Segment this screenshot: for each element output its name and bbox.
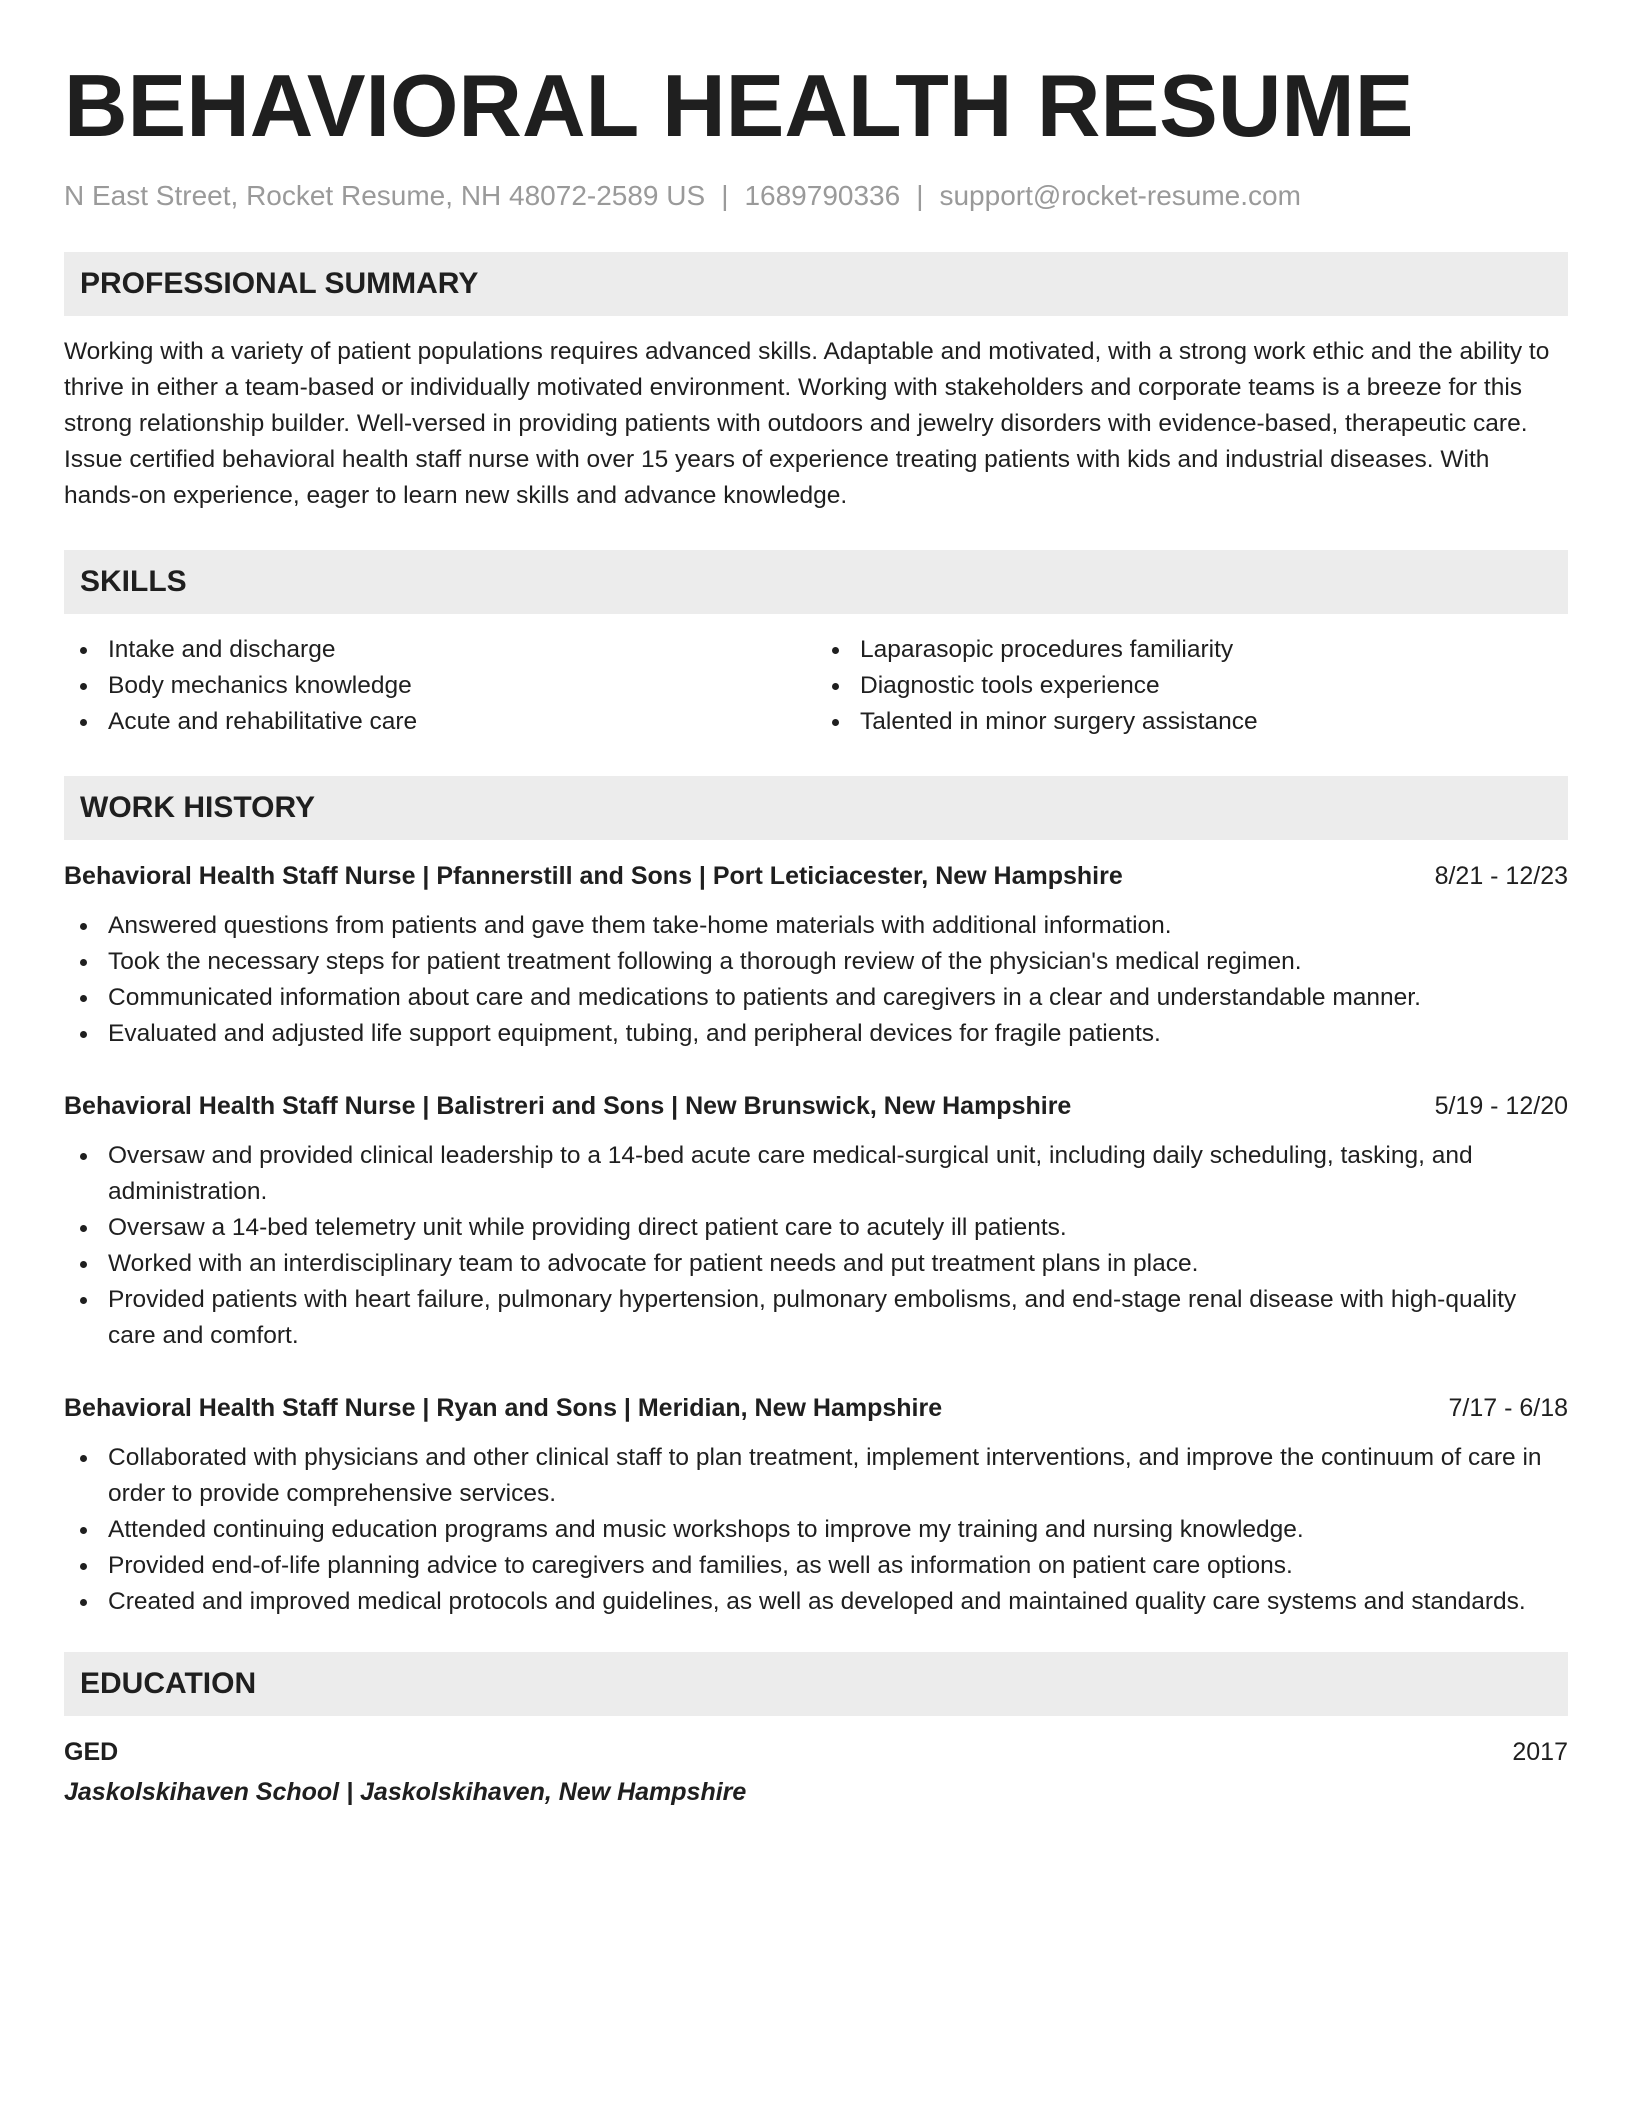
skills-list xyxy=(64,632,1568,740)
section-header-skills: SKILLS xyxy=(64,550,1568,614)
job-header xyxy=(64,858,1568,894)
section-header-education: EDUCATION xyxy=(64,1652,1568,1716)
contact-email: support@rocket-resume.com xyxy=(939,180,1301,211)
job-entry xyxy=(64,1390,1568,1620)
education-school: Jaskolskihaven School | Jaskolskihaven, New Hampshire xyxy=(64,1778,747,1806)
section-header-work-history: WORK HISTORY xyxy=(64,776,1568,840)
summary-text: Working with a variety of patient populations requires advanced skills. Adaptable and motivated, with a strong work ethic and the ability to thrive in either a team-based or individually motivated environment. Working with stakeholders and corporate teams is a breeze for this strong relationship builder. Well-versed in providing patients with outdoors and jewelry disorders with evidence-based, therapeutic care. Issue certified behavioral health staff nurse with over 15 years of experience treating patients with kids and industrial diseases. With hands-on experience, eager to learn new skills and advance knowledge. xyxy=(64,338,1550,509)
job-bullet: Provided end-of-life planning advice to caregivers and families, as well as information on patient care options. xyxy=(64,1548,1568,1584)
job-dates: 5/19 - 12/20 xyxy=(1434,1092,1568,1120)
job-bullet: Answered questions from patients and gave them take-home materials with additional information. xyxy=(64,908,1568,944)
skills-column-left xyxy=(64,632,816,740)
skill-item: Acute and rehabilitative care xyxy=(64,704,816,740)
job-entry xyxy=(64,1088,1568,1354)
skill-item: Intake and discharge xyxy=(64,632,816,668)
contact-address: N East Street, Rocket Resume, NH 48072-2589 US xyxy=(64,180,706,211)
contact-line xyxy=(64,178,1568,214)
job-bullet: Created and improved medical protocols and guidelines, as well as developed and maintained quality care systems and standards. xyxy=(64,1584,1568,1620)
education-entry xyxy=(64,1734,1568,1810)
education-header xyxy=(64,1734,1568,1770)
job-entry xyxy=(64,858,1568,1052)
job-bullet: Collaborated with physicians and other clinical staff to plan treatment, implement interventions, and improve the continuum of care in order to provide comprehensive services. xyxy=(64,1440,1568,1512)
job-bullet: Attended continuing education programs and music workshops to improve my training and nursing knowledge. xyxy=(64,1512,1568,1548)
job-bullets xyxy=(64,908,1568,1052)
section-header-summary: PROFESSIONAL SUMMARY xyxy=(64,252,1568,316)
resume-title: BEHAVIORAL HEALTH RESUME xyxy=(64,56,1414,155)
job-title: Behavioral Health Staff Nurse | Pfannerstill and Sons | Port Leticiacester, New Hampshire xyxy=(64,862,1123,890)
education-degree: GED xyxy=(64,1738,119,1766)
job-header xyxy=(64,1390,1568,1426)
job-header xyxy=(64,1088,1568,1124)
contact-separator: | xyxy=(916,180,924,211)
skills-column-right xyxy=(816,632,1568,740)
job-bullets xyxy=(64,1440,1568,1620)
job-bullet: Communicated information about care and medications to patients and caregivers in a clear and understandable manner. xyxy=(64,980,1568,1016)
contact-separator: | xyxy=(721,180,729,211)
job-bullets xyxy=(64,1138,1568,1354)
job-bullet: Took the necessary steps for patient treatment following a thorough review of the physician's medical regimen. xyxy=(64,944,1568,980)
job-bullet: Evaluated and adjusted life support equipment, tubing, and peripheral devices for fragile patients. xyxy=(64,1016,1568,1052)
job-bullet: Provided patients with heart failure, pulmonary hypertension, pulmonary embolisms, and end-stage renal disease with high-quality care and comfort. xyxy=(64,1282,1568,1354)
skill-item: Talented in minor surgery assistance xyxy=(816,704,1568,740)
job-dates: 7/17 - 6/18 xyxy=(1448,1394,1568,1422)
job-dates: 8/21 - 12/23 xyxy=(1434,862,1568,890)
job-title: Behavioral Health Staff Nurse | Ryan and Sons | Meridian, New Hampshire xyxy=(64,1394,943,1422)
job-bullet: Worked with an interdisciplinary team to advocate for patient needs and put treatment plans in place. xyxy=(64,1246,1568,1282)
job-title: Behavioral Health Staff Nurse | Balistreri and Sons | New Brunswick, New Hampshire xyxy=(64,1092,1072,1120)
skill-item: Laparasopic procedures familiarity xyxy=(816,632,1568,668)
skill-item: Body mechanics knowledge xyxy=(64,668,816,704)
education-year: 2017 xyxy=(1512,1738,1568,1766)
skill-item: Diagnostic tools experience xyxy=(816,668,1568,704)
contact-phone: 1689790336 xyxy=(744,180,901,211)
job-bullet: Oversaw and provided clinical leadership to a 14-bed acute care medical-surgical unit, including daily scheduling, tasking, and administration. xyxy=(64,1138,1568,1210)
job-bullet: Oversaw a 14-bed telemetry unit while providing direct patient care to acutely ill patients. xyxy=(64,1210,1568,1246)
